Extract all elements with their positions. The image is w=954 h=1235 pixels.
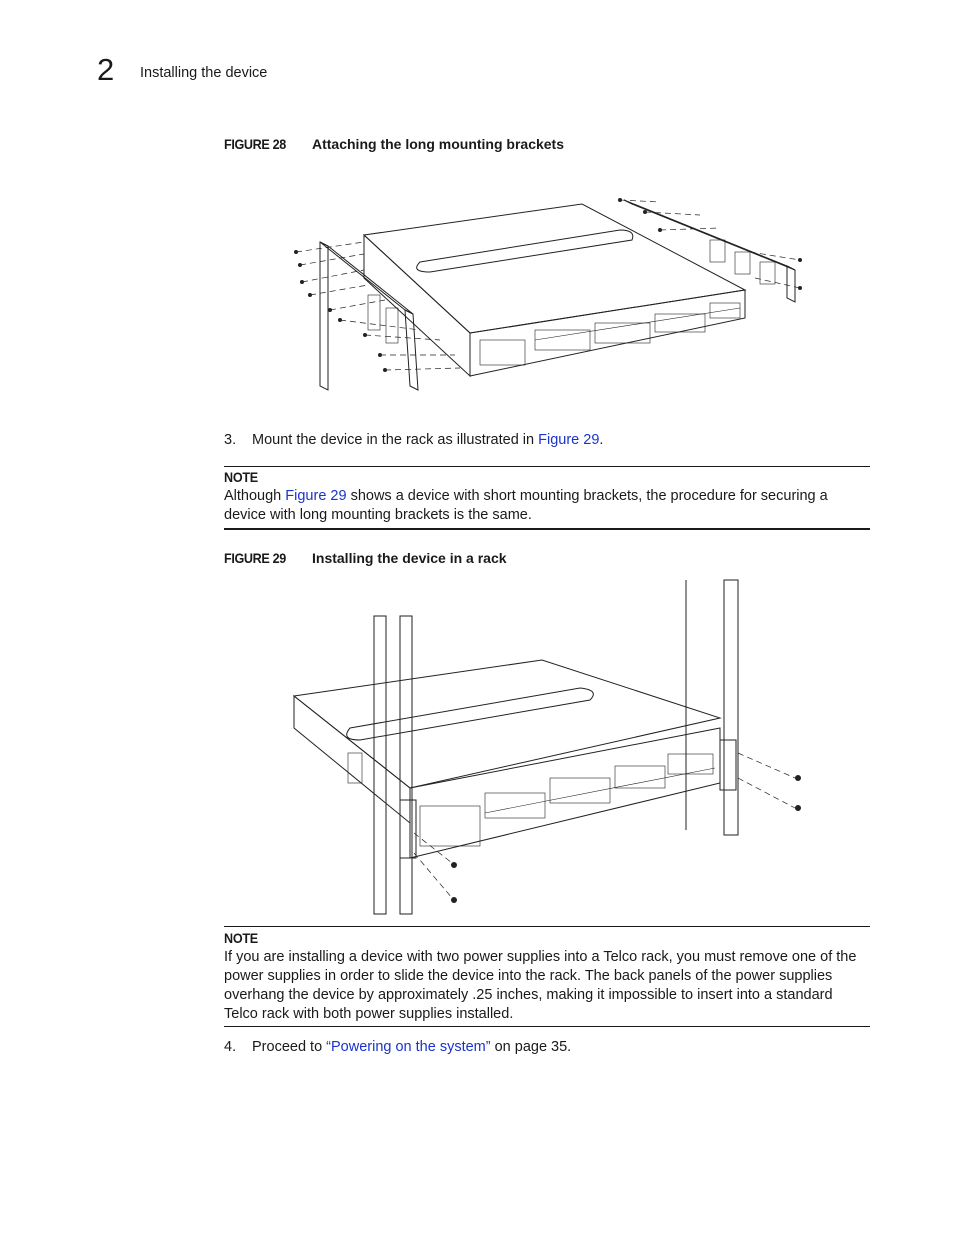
note-1-top-rule	[224, 466, 870, 467]
note-2-top-rule	[224, 926, 870, 927]
figure-28-title: Attaching the long mounting brackets	[312, 136, 565, 152]
note-1-bottom-rule	[224, 528, 870, 530]
note-1-text: Although	[224, 488, 286, 504]
note-1-text-end: shows a device with short mounting brackets, the procedure for securing a device with long mounting brackets is the same.	[224, 488, 828, 523]
step-4	[224, 1039, 571, 1055]
step-3	[224, 432, 603, 448]
chapter-number: 2	[97, 52, 115, 87]
step-3-text-end: .	[599, 432, 604, 448]
note-2-body: If you are installing a device with two power supplies into a Telco rack, you must remove one of the power supplies in order to slide the device into the rack. The back panels of the power supplies overhang the device by approximately .25 inches, making it impossible to insert into a standard Telco rack with both power supplies installed.	[224, 949, 857, 1022]
note-2-bottom-rule	[224, 1026, 870, 1027]
powering-on-link[interactable]: “Powering on the system”	[326, 1039, 491, 1055]
figure-29-illustration	[290, 578, 820, 918]
note-2-heading: NOTE	[224, 930, 258, 946]
figure-29-label: FIGURE 29	[224, 550, 286, 566]
note-1-heading: NOTE	[224, 469, 258, 485]
step-3-text: Mount the device in the rack as illustrated in	[252, 432, 539, 448]
note-1-body	[224, 487, 870, 525]
front-ports	[480, 303, 740, 365]
figure-29-title: Installing the device in a rack	[312, 550, 507, 566]
step-4-text-end: on page 35.	[490, 1039, 572, 1055]
figure-28-label: FIGURE 28	[224, 136, 286, 152]
figure-28-illustration	[280, 190, 820, 400]
step-4-number: 4.	[224, 1039, 237, 1055]
figure-29-link[interactable]: Figure 29	[538, 432, 600, 448]
step-3-number: 3.	[224, 432, 237, 448]
step-4-text: Proceed to	[252, 1039, 327, 1055]
running-title: Installing the device	[140, 65, 268, 81]
note-1-figure-link[interactable]: Figure 29	[285, 488, 347, 504]
